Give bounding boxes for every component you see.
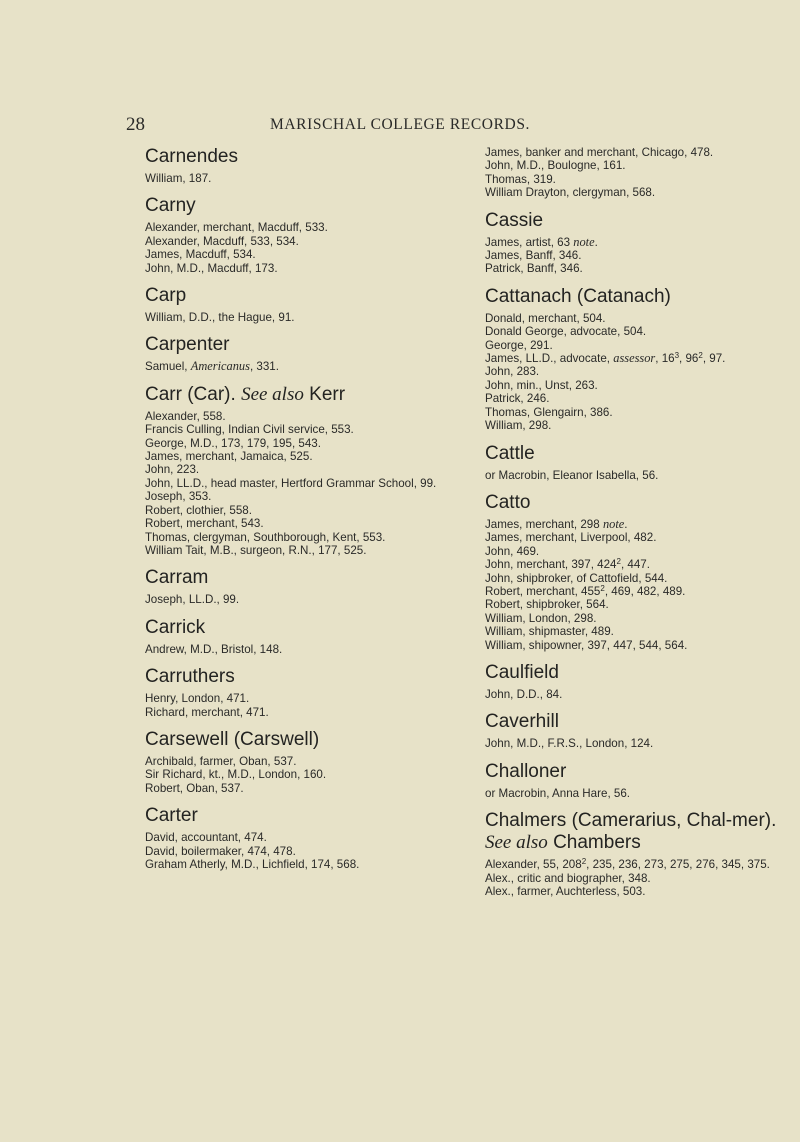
index-entry: Robert, merchant, $455^2$, 469, 482, 489. <box>485 583 686 598</box>
surname-text: Carsewell (Carswell) <box>145 728 320 750</box>
index-entry: Alexander, merchant, Macduff, 533. <box>145 221 328 235</box>
index-column-right <box>485 146 800 898</box>
surname-heading <box>485 210 800 232</box>
italic-term: Americanus <box>190 359 250 374</box>
surname-text: Catto <box>485 491 531 513</box>
index-entry: William, shipowner, 397, 447, 544, 564. <box>485 638 688 652</box>
index-entry: John, D.D., 84. <box>485 687 563 701</box>
index-entry: James, merchant, Liverpool, 482. <box>485 531 657 545</box>
index-entry: Patrick, Banff, 346. <box>485 262 583 276</box>
italic-term: note <box>573 234 595 249</box>
index-entry: John, 283. <box>485 365 540 379</box>
index-entry: Patrick, 246. <box>485 392 550 406</box>
surname-text: Carp <box>145 285 187 307</box>
see-also-label: See also <box>241 383 304 405</box>
surname-text: Carrick <box>145 616 206 638</box>
index-entry: George, M.D., 173, 179, 195, 543. <box>145 436 321 450</box>
index-entry: Robert, Oban, 537. <box>145 781 244 795</box>
index-entry: Robert, shipbroker, 564. <box>485 598 609 612</box>
index-entry: Henry, London, 471. <box>145 692 250 706</box>
surname-heading <box>145 729 463 751</box>
surname-block <box>145 666 463 719</box>
index-entry: Alexander, Macduff, 533, 534. <box>145 234 299 248</box>
index-entry: John, shipbroker, of Cattofield, 544. <box>485 571 668 585</box>
surname-heading <box>485 662 800 684</box>
surname-block <box>145 384 463 557</box>
italic-term: note <box>602 516 625 531</box>
index-entry: John, 469. <box>485 544 540 558</box>
index-entry: James, Banff, 346. <box>485 249 582 263</box>
index-entry: or Macrobin, Anna Hare, 56. <box>485 786 631 800</box>
surname-heading <box>145 334 463 356</box>
surname-heading <box>145 567 463 589</box>
surname-text: Carpenter <box>145 334 230 356</box>
index-entry: Donald George, advocate, 504. <box>485 325 647 339</box>
surname-block <box>485 810 800 898</box>
running-title: MARISCHAL COLLEGE RECORDS. <box>269 116 531 133</box>
surname-block <box>485 711 800 750</box>
surname-text: Cattanach (Catanach) <box>485 285 671 307</box>
surname-heading <box>485 286 800 308</box>
surname-block <box>485 286 800 433</box>
index-entry: William Tait, M.B., surgeon, R.N., 177, 525. <box>145 543 367 557</box>
index-entry: Joseph, 353. <box>145 490 212 504</box>
index-entry: or Macrobin, Eleanor Isabella, 56. <box>485 468 659 482</box>
surname-text: Caulfield <box>485 661 559 683</box>
surname-block <box>485 146 800 200</box>
surname-text: Chalmers (Camerarius, Chal-mer). <box>485 810 777 832</box>
index-entry: William, 298. <box>485 419 552 433</box>
surname-heading <box>485 761 800 783</box>
index-entry: James, merchant, Jamaica, 525. <box>145 450 313 464</box>
occurrence-count: 3 <box>674 351 680 361</box>
page-header <box>0 114 800 140</box>
index-entry: Archibald, farmer, Oban, 537. <box>145 754 297 768</box>
surname-text: Challoner <box>485 760 567 782</box>
index-entry: David, accountant, 474. <box>145 831 267 845</box>
surname-heading <box>145 146 463 168</box>
surname-block <box>485 662 800 701</box>
index-entry: Francis Culling, Indian Civil service, 553. <box>145 423 354 437</box>
surname-text: Carny <box>145 195 196 217</box>
surname-heading <box>145 666 463 688</box>
surname-text: Caverhill <box>485 711 559 733</box>
surname-heading <box>145 617 463 639</box>
index-entry: George, 291. <box>485 338 553 352</box>
surname-heading <box>145 384 463 406</box>
index-entry: William, D.D., the Hague, 91. <box>145 311 295 325</box>
index-entry: John, M.D., Boulogne, 161. <box>485 159 626 173</box>
surname-heading <box>485 492 800 514</box>
index-entry: William Drayton, clergyman, 568. <box>485 186 656 200</box>
index-entry: Thomas, clergyman, Southborough, Kent, 553. <box>145 530 386 544</box>
index-entry: James, artist, 63 note. <box>485 234 598 249</box>
surname-block <box>145 805 463 871</box>
surname-block <box>485 761 800 800</box>
index-entry: Donald, merchant, 504. <box>485 311 606 325</box>
index-entry: William, 187. <box>145 172 212 185</box>
index-entry: Samuel, Americanus, 331. <box>145 359 279 374</box>
surname-block <box>485 443 800 482</box>
index-entry: James, banker and merchant, Chicago, 478. <box>485 146 714 159</box>
index-entry: Robert, clothier, 558. <box>145 503 252 517</box>
see-also-label: See also <box>485 832 548 854</box>
surname-block <box>485 492 800 652</box>
index-entry: Andrew, M.D., Bristol, 148. <box>145 642 283 656</box>
index-entry: James, LL.D., advocate, assessor, $16^3$, $96^2$, 97. <box>485 351 726 366</box>
surname-block <box>145 617 463 656</box>
index-entry: Alex., critic and biographer, 348. <box>485 871 651 885</box>
surname-block <box>145 729 463 795</box>
surname-heading <box>485 711 800 733</box>
surname-text: Carter <box>145 805 198 827</box>
surname-block <box>145 285 463 324</box>
index-entry: Graham Atherly, M.D., Lichfield, 174, 568. <box>145 857 360 871</box>
index-entry: Robert, merchant, 543. <box>145 517 264 531</box>
surname-heading <box>485 443 800 465</box>
index-entry: Alex., farmer, Auchterless, 503. <box>485 885 646 898</box>
index-entry: John, min., Unst, 263. <box>485 378 598 392</box>
surname-heading <box>485 810 800 854</box>
index-entry: David, boilermaker, 474, 478. <box>145 844 296 858</box>
italic-term: assessor <box>613 351 656 366</box>
index-entry: Joseph, LL.D., 99. <box>145 593 240 607</box>
index-entry: James, merchant, 298 note. <box>485 516 628 531</box>
page-number: 28 <box>126 114 145 135</box>
index-column-left <box>145 146 463 871</box>
index-entry: Thomas, Glengairn, 386. <box>485 405 613 419</box>
index-entry: William, London, 298. <box>485 611 597 625</box>
index-entry: Thomas, 319. <box>485 172 556 186</box>
index-entry: William, shipmaster, 489. <box>485 625 614 639</box>
index-entry: John, merchant, 397, $424^2$, 447. <box>485 557 650 572</box>
surname-text: Carram <box>145 567 209 589</box>
surname-block <box>145 334 463 373</box>
occurrence-count: 2 <box>581 857 587 867</box>
index-entry: John, M.D., F.R.S., London, 124. <box>485 737 654 751</box>
see-also-name: Kerr <box>309 383 346 405</box>
index-entry: John, M.D., Macduff, 173. <box>145 261 278 275</box>
occurrence-count: 2 <box>698 351 703 361</box>
surname-text: Carr (Car). <box>145 383 236 405</box>
surname-text: Cassie <box>485 209 544 231</box>
index-entry: Richard, merchant, 471. <box>145 705 269 719</box>
index-entry: Alexander, 55, $208^2$, 235, 236, 273, 275, 276, 345, 375. <box>485 857 770 872</box>
see-also-name: Chambers <box>553 832 641 854</box>
surname-heading <box>145 285 463 307</box>
index-entry: Sir Richard, kt., M.D., London, 160. <box>145 768 327 782</box>
surname-heading <box>145 195 463 217</box>
surname-text: Cattle <box>485 442 535 464</box>
index-entry: James, Macduff, 534. <box>145 248 256 262</box>
surname-block <box>145 146 463 185</box>
index-entry: John, LL.D., head master, Hertford Grammar School, 99. <box>145 476 437 490</box>
surname-block <box>145 195 463 275</box>
surname-block <box>145 567 463 606</box>
surname-block <box>485 210 800 276</box>
surname-heading <box>145 805 463 827</box>
index-entry: John, 223. <box>145 463 200 477</box>
occurrence-count: 2 <box>616 557 621 567</box>
index-entry: Alexander, 558. <box>145 409 226 423</box>
occurrence-count: 2 <box>600 583 605 593</box>
surname-text: Carnendes <box>145 146 238 167</box>
surname-text: Carruthers <box>145 666 235 688</box>
